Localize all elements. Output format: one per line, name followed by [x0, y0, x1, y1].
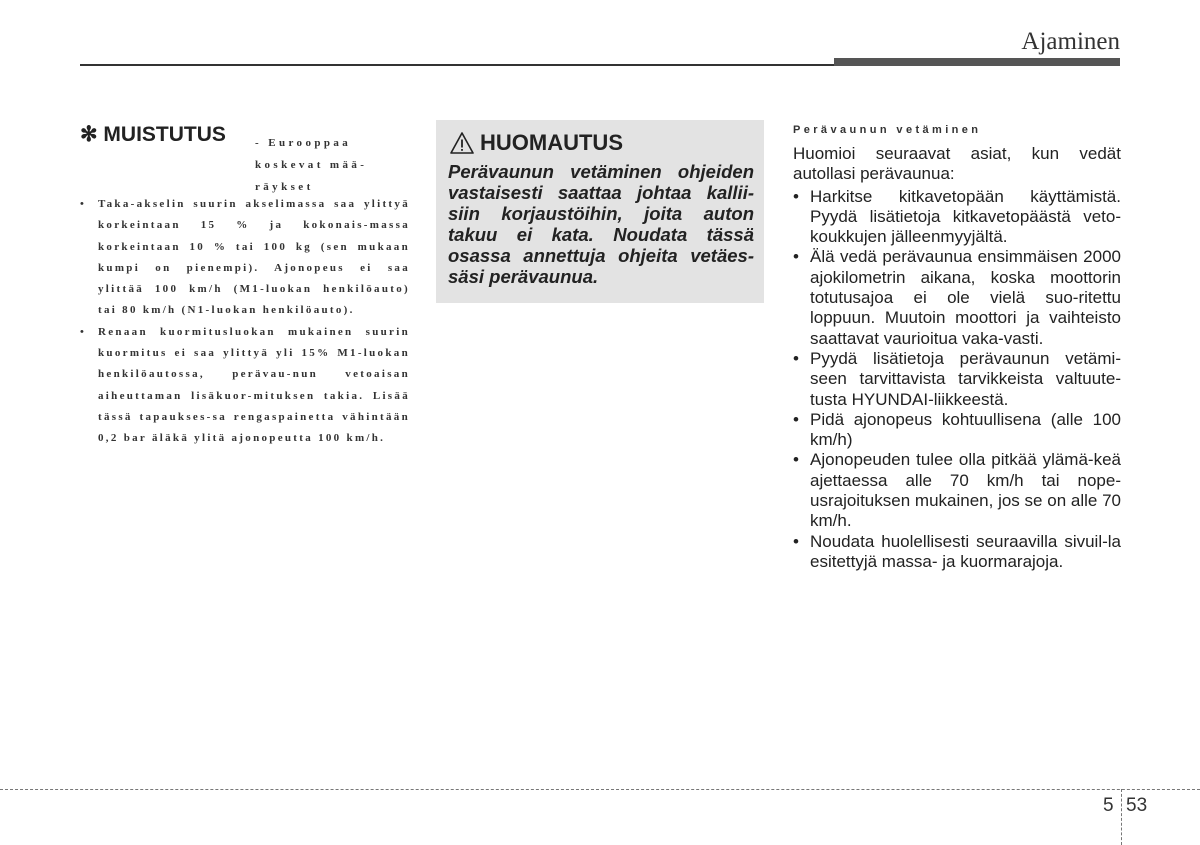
- list-item: • Taka-akselin suurin akselimassa saa ylittyä korkeintaan 15 % ja kokonais-massa korkeintaan 10 % tai 100 kg (sen mukaan kumpi on pienempi). Ajonopeus ei saa ylittää 100 km/h (M1-luokan henkilöauto) tai 80 km/h (N1-luokan henkilöauto).: [80, 198, 410, 317]
- section-item-text: Pidä ajonopeus kohtuullisena (alle 100 km/h): [810, 409, 1121, 450]
- list-item: • Pidä ajonopeus kohtuullisena (alle 100 km/h): [793, 409, 1121, 450]
- list-item: • Ajonopeuden tulee olla pitkää ylämä-keä ajettaessa alle 70 km/h tai nope-usrajoituksen mukainen, jos se on alle 70 km/h.: [793, 450, 1121, 531]
- section-item-text: Ajonopeuden tulee olla pitkää ylämä-keä ajettaessa alle 70 km/h tai nope-usrajoituksen mukainen, jos se on alle 70 km/h.: [810, 450, 1121, 531]
- section-item-text: Harkitse kitkavetopään käyttämistä. Pyydä lisätietoja kitkavetopäästä veto-koukkujen jälleenmyyjältä.: [810, 186, 1121, 247]
- section-item-text: Älä vedä perävaunua ensimmäisen 2000 ajokilometrin aikana, koska moottorin totutusajoa ei ole vielä suo-ritettu loppuun. Muutoin moottori ja vaihteisto saattavat vaurioitua vaka-vasti.: [810, 247, 1121, 348]
- note-item-text: Taka-akselin suurin akselimassa saa ylittyä korkeintaan 15 % ja kokonais-massa korkeintaan 10 % tai 100 kg (sen mukaan kumpi on pienempi). Ajonopeus ei saa ylittää 100 km/h (M1-luokan henkilöauto) tai 80 km/h (N1-luokan henkilöauto).: [98, 198, 410, 317]
- footer-dashed-rule: [0, 789, 1200, 790]
- section-item-text: Noudata huolellisesti seuraavilla sivuil-la esitettyjä massa- ja kuormarajoja.: [810, 531, 1121, 571]
- warning-box: [436, 120, 764, 303]
- note-list: [80, 194, 410, 450]
- note-item-text: Renaan kuormitusluokan mukainen suurin kuormitus ei saa ylittyä yli 15% M1-luokan henkilöautossa, perävau-nun vetoaisan aiheuttaman lisäkuor-mituksen takia. Lisää tässä tapaukses-sa rengaspainetta vähintään 0,2 bar äläkä ylitä ajonopeutta 100 km/h.: [98, 325, 410, 445]
- warning-triangle-icon: [450, 132, 474, 159]
- warning-title: HUOMAUTUS: [480, 130, 623, 155]
- note-block: [80, 122, 410, 450]
- list-item: • Noudata huolellisesti seuraavilla sivuil-la esitettyjä massa- ja kuormarajoja.: [793, 531, 1121, 571]
- warning-text: Perävaunun vetäminen ohjeiden vastaisesti saattaa johtaa kallii-siin korjaustöihin, joita auton takuu ei kata. Noudata tässä osassa annettuja ohjeita vetäes-säsi perävaunua.: [448, 161, 754, 287]
- section-intro: Huomioi seuraavat asiat, kun vedät autollasi perävaunua:: [793, 144, 1121, 184]
- footer-dashed-divider: [1121, 789, 1122, 845]
- list-item: • Harkitse kitkavetopään käyttämistä. Pyydä lisätietoja kitkavetopäästä veto-koukkujen jälleenmyyjältä.: [793, 186, 1121, 247]
- section-block: [793, 120, 1121, 572]
- page-header-title: Ajaminen: [1021, 28, 1120, 55]
- list-item: • Renaan kuormitusluokan mukainen suurin kuormitus ei saa ylittyä yli 15% M1-luokan henkilöautossa, perävau-nun vetoaisan aiheuttaman lisäkuor-mituksen takia. Lisää tässä tapaukses-sa rengaspainetta vähintään 0,2 bar äläkä ylitä ajonopeutta 100 km/h.: [80, 325, 410, 445]
- header-rule-thin: [80, 64, 840, 66]
- note-title: ✻ MUISTUTUS: [80, 123, 226, 146]
- list-item: • Pyydä lisätietoja perävaunun vetämi-seen tarvittavista tarvikkeista valtuute-tusta HYUNDAI-liikkeestä.: [793, 348, 1121, 409]
- chapter-number: 5: [1103, 795, 1114, 816]
- section-list: [793, 187, 1121, 573]
- note-header: [80, 122, 410, 194]
- page-number: 53: [1126, 795, 1148, 816]
- list-item: • Älä vedä perävaunua ensimmäisen 2000 ajokilometrin aikana, koska moottorin totutusajoa ei ole vielä suo-ritettu loppuun. Muutoin moottori ja vaihteisto saattavat vaurioitua vaka-vasti.: [793, 247, 1121, 348]
- header-rule-thick: [834, 58, 1120, 66]
- section-title: Perävaunun vetäminen: [793, 124, 982, 136]
- note-subtitle: - Eurooppaa koskevat mää-räykset: [255, 137, 368, 193]
- section-item-text: Pyydä lisätietoja perävaunun vetämi-seen tarvittavista tarvikkeista valtuute-tusta HYUNDAI-liikkeestä.: [810, 348, 1121, 409]
